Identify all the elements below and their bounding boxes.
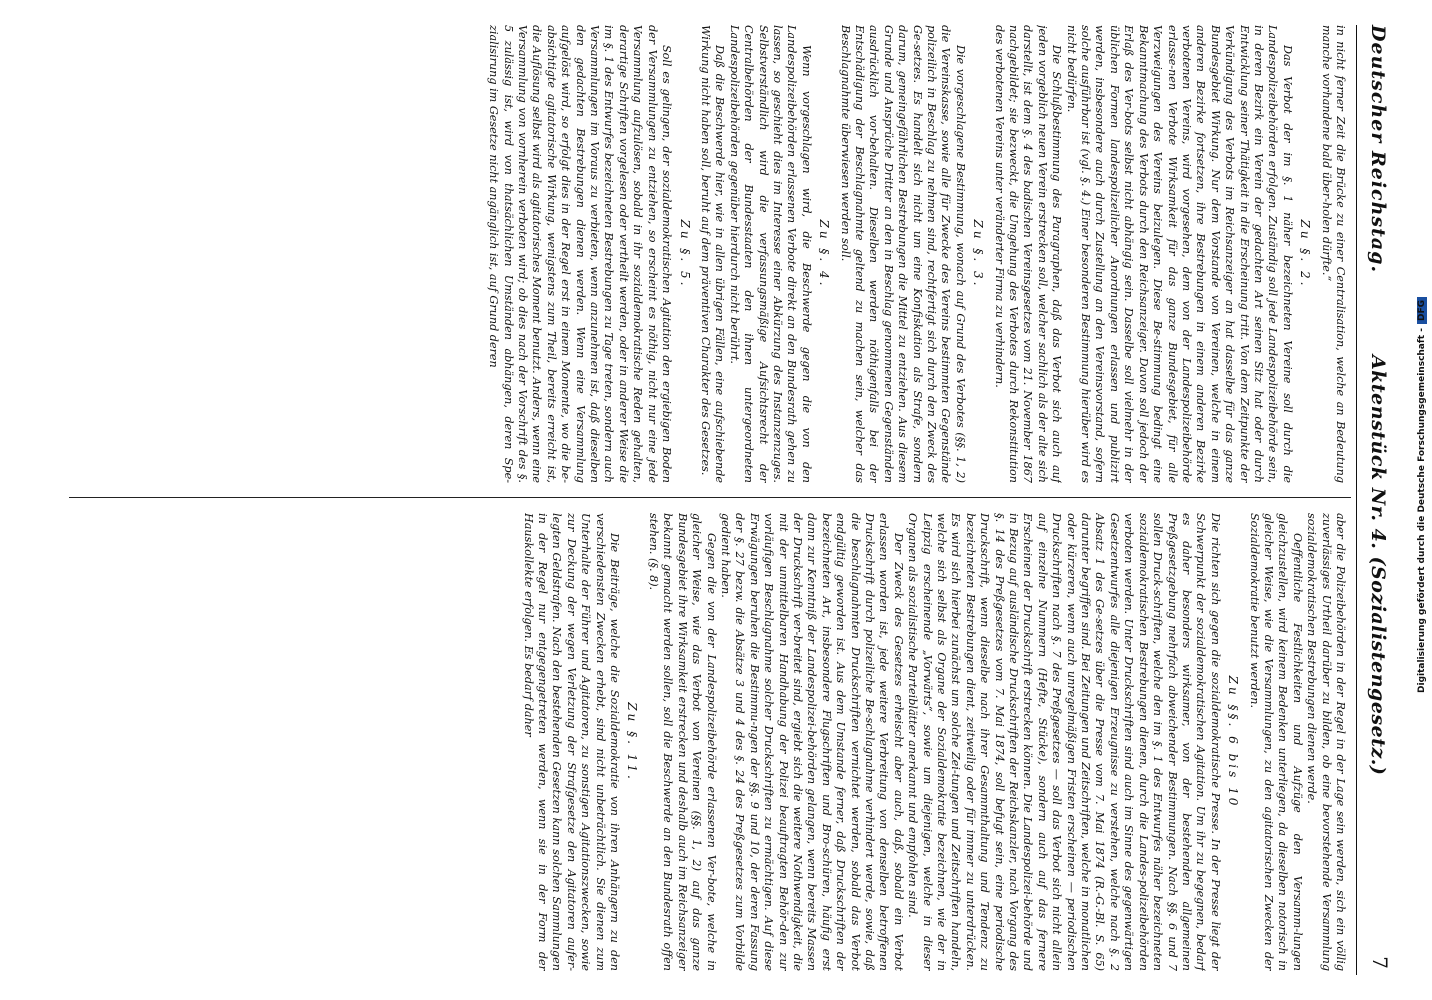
credit-text: Digitalisierung gefördert durch die Deutsche Forschungsgemeinschaft -	[1417, 328, 1427, 693]
section-heading: Zu §. 11.	[625, 702, 640, 782]
paragraph: Wenn vorgeschlagen wird, die Beschwerde gegen die von den Landespolizeibehörden erlassenen Verbote direkt an den Bundesrath gehen zu lassen, so geschieht dies im Interesse einer Abkürzung des Instanzenzuges. Selbstverständlich wird die verfassungsmäßige Aufsichtsrecht der Centralbehörden der Bundesstaaten den ihnen untergeordneten Landespolizeibehörden gegenüber hierdurch nicht berührt.	[727, 25, 813, 483]
digitization-credit	[1412, 60, 1428, 940]
paragraph: Gegen die von der Landespolizeibehörde erlassenen Ver-bote, welche in gleicher Weise, wie das Verbot von Vereinen (§§. 1, 2) auf das ganze Bundesgebiet ihre Wirksamkeit erstrecken und deshalb auch im Reichsanzeiger bekannt gemacht werden sollen, soll die Beschwerde an den Bundesrath offen stehen. (§. 8).	[646, 513, 718, 971]
paragraph: Das Verbot der im §. 1 näher bezeichneten Vereine soll durch die Landespolizeibehörden erfolgen. Zuständig soll jede Landespolizeibehörde sein, in deren Bezirk ein Verein der gedachten Art seinen Sitz hat oder durch Entwicklung seiner Thätigkeit in die Erscheinung tritt. Von dem Zeitpunkte der Verkündigung des Verbots im Reichsanzeiger an hat dasselbe für das ganze Bundesgebiet Wirkung. Nur dem Vorstande von Vereinen, welche in einem anderen Bezirke fortsetzen, ihre Bestrebungen in einem anderen Bezirke verbotenen Vereins, wird vorgesehen, dem von der Landespolizeibehörde erlasse-nen Verbote Wirksamkeit für das ganze Bundesgebiet, für alle Verzweigungen des Vereins beizulegen. Diese Be-stimmung bedingt eine Bekanntmachung des Verbots durch den Reichsanzeiger. Davon soll jedoch der Erlaß des Ver-bots selbst nicht abhängig sein. Dasselbe soll vielmehr in der üblichen Formen landespolizeilicher Anordnungen erlassen und publizirt werden, insbesondere auch durch Zustellung an den Vereinsvorstand, sofern solche ausführbar ist (vgl. §. 4.) Einer besonderen Bestimmung hierüber wird es nicht bedürfen.	[1064, 25, 1294, 483]
page-number: 7	[1368, 956, 1392, 969]
section-heading: Zu §. 2.	[1298, 219, 1313, 289]
section-heading: Zu §. 4.	[817, 219, 832, 289]
paragraph: Daß die Beschwerde hier, wie in allen übrigen Fällen, eine aufschiebende Wirkung nicht haben soll, beruht auf dem präventiven Charakter des Gesetzes.	[698, 25, 727, 483]
column-divider	[69, 497, 1351, 498]
credit-line	[1417, 55, 1427, 935]
section-heading: Zu §. 5.	[677, 219, 692, 289]
header-document-title: Aktenstück Nr. 4. (Sozialistengesetz.)	[1367, 355, 1389, 776]
paragraph: Der Zweck des Gesetzes erheischt aber auch, daß, sobald ein Verbot erlassen worden ist, jede weitere Verbreitung von denselben betroffenen Druckschrift durch polizeiliche Be-schlagnahme verhindert werde, sowie, daß die beschlagnahmten Druckschriften vernichtet werden, sobald das Verbot endgültig geworden ist. Aus dem Umstande ferner, daß Druckschriften der bezeichneten Art, insbesondere Flugschriften und Bro-schüren, häufig erst dann zur Kenntniß der Landespolizei-behörden gelangen, wenn bereits Massen der Druckschrift ver-breitet sind, ergiebt sich die weitere Nothwendigkeit, die mit der unmittelbaren Handhabung der Polizei beauftragten Behör-den zur vorläufigen Beschlagnahme solcher Druckschriften zu ermächtigen. Auf diese Erwägungen beruhen die Bestimmu-ngen der §§. 9 und 10, der deren Fassung der §. 27 bezw. die Absätze 3 und 4 des §. 24 des Preßgesetzes zum Vorbilde gedient haben.	[718, 513, 905, 971]
paragraph: Soll es gelingen, der sozialdemokratischen Agitation den ergiebigen Boden der Versammlungen zu entziehen, so erscheint es nöthig, nicht nur eine jede Versammlung aufzulösen, sobald in ihr sozialdemokratische Reden gehalten, derartige Schriften vorgelesen oder vertheilt werden, oder in anderer Weise die im §. 1 des Entwurfes bezeichneten Bestrebungen zu Tage treten, sondern auch Versammlungen im Voraus zu verbieten, wenn anzunehmen ist, daß dieselben den gedachten Bestrebungen dienen werden. Wenn eine Versammlung aufgelöst wird, so erfolgt dies in der Regel erst in einem Momente, wo die be-absichtigte agitatorische Wirkung, wenigstens zum Theil, bereits erreicht ist, die Auflösung selbst wird als agitatorisches Moment benutzt. Anders, wenn eine Versammlung von vornherein verboten wird; ob dies nach der Vorschrift des §. 5 zulässig ist, wird von thatsächlichen Umständen abhängen, deren Spe-zialisirung im Gesetze nicht angänglich ist, auf Grund deren	[487, 25, 674, 483]
right-column	[55, 513, 1347, 971]
section-heading: Zu §. 3.	[971, 219, 986, 289]
paragraph: Oeffentliche Festlichkeiten und Aufzüge den Versamm-lungen gleichzustellen, wird keinem Bedenken unterliegen, da dieselben notorisch in gleicher Weise, wie die Versammlungen, zu den agitatorischen Zwecken der Sozialdemokratie benutzt werden.	[1247, 513, 1304, 971]
paragraph: Die richten sich gegen die sozialdemokratische Presse. In der Presse liegt der Schwerpunkt der sozialdemokratischen Agitation. Um ihr zu begegnen, bedarf es daher besonders wirksamer, von der bestehenden allgemeinen Preßgesetzgebung mehrfach abweichender Bestimmungen. Nach §§. 6 und 7 sollen Druck-schriften, welche den im §. 1 des Entwurfes näher bezeichneten sozialdemokratischen Bestrebungen dienen, durch die Landes-polizeibehörden verboten werden. Unter Druckschriften sind auch im Sinne des gegenwärtigen Gesetzentwurfes alle diejenigen Erzeugnisse zu verstehen, welche nach §. 2 Absatz 1 des Ge-setzes über die Presse vom 7. Mai 1874 (R.-G.-Bl. S. 65) darunter begriffen sind. Bei Zeitungen und Zeitschriften, welche in monatlichen oder kürzeren, wenn auch unregelmäßigen Fristen erscheinen — periodischen Druckschriften nach §. 7 des Preßgesetzes — soll das Verbot sich nicht allein auf einzelne Nummern (Hefte, Stücke), sondern auch auf das fernere Erscheinen der Druckschrift erstrecken können. Die Landespolizei-behörde und in Bezug auf ausländische Druckschriften der Reichskanzler, nach Vorgang des §. 14 des Preßgesetzes vom 7. Mai 1874, soll befugt sein, eine periodische Druckschrift, wenn dieselbe nach ihrer Gesammthaltung und Tendenz zu bezeichneten Bestrebungen dient, zeitweilig oder für immer zu unterdrücken. Es wird sich hierbei zunächst um solche Zei-tungen und Zeitschriften handeln, welche sich selbst als Organe der Sozialdemokratie bezeichnen, wie der in Leipzig erscheinende „Vorwärts“, sowie um diejenigen, welche in dieser Organen als sozialistische Parteiblätter anerkannt und empfohlen sind.	[906, 513, 1222, 971]
paragraph: in nicht ferner Zeit die Brücke zu einer Centralisation, welche an Bedeutung manche vorhandene bald über-holen dürfte.“	[1319, 25, 1347, 483]
paragraph: Die vorgeschlagene Bestimmung, wonach auf Grund des Verbotes (§§. 1, 2) die Vereinskasse, sowie alle für Zwecke des Vereins bestimmten Gegenstände polizeilich in Beschlag zu nehmen sind, rechtfertigt sich durch den Zweck des Ge-setzes. Es handelt sich nicht um eine Konfiskation als Strafe, sondern darum, gemeingefährlichen Bestrebungen die Mittel zu entziehen. Aus diesem Grunde und Ansprüche Dritter an den in Beschlag genommenen Gegenständen ausdrücklich vor-behalten. Dieselben werden nöthigenfalls bei der Entschädigung der Beschlagnahmte geltend zu machen sein, welcher das Beschlagnahmte überwiesen werden soll.	[838, 25, 967, 483]
section-heading: Zu §§. 6 bis 10	[1226, 675, 1241, 809]
page-header	[1356, 25, 1395, 975]
paragraph: Die Beiträge, welche die Sozialdemokratie von ihren Anhängern zu den verschiedensten Zwecken erhebt, sind nicht unbeträchtlich. Sie dienen zum Unterhalte der Führer und Agitatoren, zu sonstigen Agitationszwecken, sowie zur Deckung der wegen Verletzung der Strafgesetze den Agitatoren aufer-legten Geldstrafen. Nach den bestehenden Gesetzen kann solchen Sammlungen in der Regel nur entgegengetreten werden, wenn sie in der Form der Hauskollekte erfolgen. Es bedarf daher	[521, 513, 622, 971]
paragraph: aber die Polizeibehörden in der Regel in der Lage sein werden, sich ein völlig zuverlässiges Urtheil darüber zu bilden, ob eine bevorstehende Versammlung sozialdemokratischen Bestrebungen dienen werde.	[1305, 513, 1347, 971]
paragraph: Die Schlußbestimmung des Paragraphen, daß das Verbot sich auch auf jeden vorgeblich neuen Verein erstrecken soll, welcher sachlich als der alte sich darstellt, ist dem §. 4 des badischen Vereinsgesetzes vom 21. November 1867 nachgebildet; sie bezweckt, die Umgehung des Verbotes durch Rekonstitution des verbotenen Vereins unter veränderter Firma zu verhindern.	[992, 25, 1064, 483]
left-column	[55, 25, 1347, 483]
dfg-logo: DFG	[1417, 297, 1427, 324]
rotated-document	[55, 25, 1395, 975]
header-publication: Deutscher Reichstag.	[1367, 25, 1389, 274]
